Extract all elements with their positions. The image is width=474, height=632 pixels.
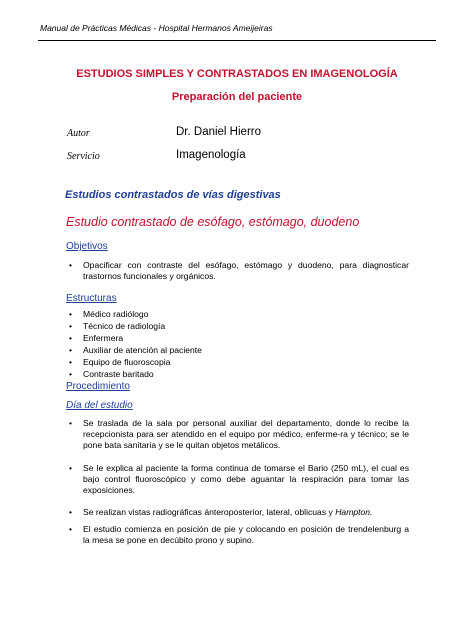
- bullet-icon: •: [69, 524, 72, 534]
- estructuras-item: Auxiliar de atención al paciente: [83, 345, 202, 355]
- bullet-icon: •: [69, 357, 72, 367]
- bullet-icon: •: [69, 418, 72, 428]
- objetivos-heading-text: Objetivos: [66, 241, 108, 252]
- bullet-icon: •: [69, 345, 72, 355]
- estructuras-item: Equipo de fluoroscopia: [83, 357, 171, 367]
- study-title: Estudio contrastado de esófago, estómago, duodeno: [66, 215, 360, 229]
- procedimiento-item: Se le explica al paciente la forma continua de tomarse el Bario (250 mL), el cual es bajo control fluoroscópico y como debe aguantar la respiración para tomar las exposiciones.: [83, 463, 409, 495]
- estructuras-item: Enfermera: [83, 333, 124, 343]
- day-heading-text: Día del estudio: [66, 400, 133, 411]
- header-rule: [38, 40, 436, 41]
- objetivos-item: Opacificar con contraste del esófago, estómago y duodeno, para diagnosticar trastornos funcionales y orgánicos.: [83, 260, 409, 281]
- bullet-icon: •: [69, 333, 72, 343]
- bullet-icon: •: [69, 260, 72, 270]
- procedimiento-item: [83, 507, 409, 518]
- section-heading: Estudios contrastados de vías digestivas: [65, 189, 281, 201]
- service-label: Servicio: [67, 151, 100, 162]
- day-heading: [66, 400, 133, 411]
- bullet-icon: •: [69, 507, 72, 517]
- estructuras-heading-text: Estructuras: [66, 293, 117, 304]
- author-value: Dr. Daniel Hierro: [176, 126, 261, 138]
- bullet-icon: •: [69, 463, 72, 473]
- estructuras-item: Contraste baritado: [83, 369, 154, 379]
- service-value: Imagenología: [176, 149, 246, 161]
- bullet-icon: •: [69, 369, 72, 379]
- procedimiento-item: Se traslada de la sala por personal auxiliar del departamento, donde lo recibe la recepcionista para ser atendido en el equipo por médico, enferme-ra y técnico; se le pone bata sanitaria y se le quitan objetos metálicos.: [83, 418, 409, 450]
- hampton-term: Hampton.: [335, 507, 373, 517]
- bullet-icon: •: [69, 309, 72, 319]
- document-subtitle: Preparación del paciente: [171, 91, 303, 103]
- document-title: ESTUDIOS SIMPLES Y CONTRASTADOS EN IMAGENOLOGÍA: [76, 68, 398, 80]
- bullet-icon: •: [69, 321, 72, 331]
- author-label: Autor: [67, 128, 90, 139]
- estructuras-item: Médico radiólogo: [83, 309, 149, 319]
- procedimiento-item-text: Se realizan vistas radiográficas ánteroposterior, lateral, oblicuas y: [83, 507, 333, 517]
- estructuras-item: Técnico de radiología: [83, 321, 166, 331]
- estructuras-heading: [66, 293, 117, 304]
- objetivos-heading: [66, 241, 108, 252]
- page-header: Manual de Prácticas Médicas - Hospital Hermanos Ameijeiras: [40, 23, 273, 33]
- procedimiento-heading: [66, 381, 130, 392]
- procedimiento-item: El estudio comienza en posición de pie y colocando en posición de trendelenburg a la mesa se pone en decúbito prono y supino.: [83, 524, 409, 545]
- procedimiento-heading-text: Procedimiento: [66, 381, 130, 392]
